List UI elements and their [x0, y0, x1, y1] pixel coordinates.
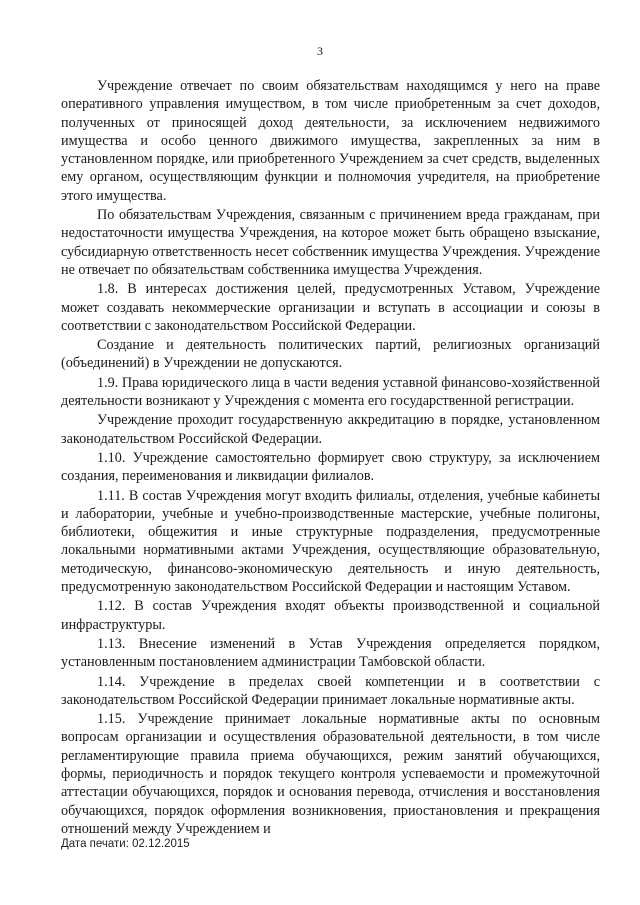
- paragraph-1-10: 1.10. Учреждение самостоятельно формирует свою структуру, за исключением создания, переименования и ликвидации филиалов.: [61, 449, 600, 485]
- paragraph-1-11: 1.11. В состав Учреждения могут входить филиалы, отделения, учебные кабинеты и лаборатории, учебные и учебно-производственные мастерские, учебные полигоны, библиотеки, общежития и иные структурные подразделения, предусмотренные локальными нормативными актами Учреждения, осуществляющие образовательную, методическую, финансово-экономическую деятельность и иную деятельность, предусмотренную законодательством Российской Федерации и настоящим Уставом.: [61, 487, 600, 596]
- paragraph-subsidiary-liability: По обязательствам Учреждения, связанным с причинением вреда гражданам, при недостаточности имущества Учреждения, на которое может быть обращено взыскание, субсидиарную ответственность несет собственник имущества Учреждения. Учреждение не отвечает по обязательствам собственника имущества Учреждения.: [61, 207, 600, 278]
- paragraph-1-13: 1.13. Внесение изменений в Устав Учреждения определяется порядком, установленным постановлением администрации Тамбовской области.: [61, 635, 600, 671]
- paragraph-accreditation: Учреждение проходит государственную аккредитацию в порядке, установленном законодательством Российской Федерации.: [61, 412, 600, 447]
- paragraph-liability: Учреждение отвечает по своим обязательствам находящимся у него на праве оперативного управления имуществом, в том числе приобретенным за счет доходов, полученных от приносящей доход деятельности, за исключением недвижимого имущества и особо ценного движимого имущества, закрепленных за ним в установленном порядке, или приобретенного Учреждением за счет средств, выделенных ему органом, осуществляющим функции и полномочия учредителя, на приобретение этого имущества.: [61, 78, 600, 204]
- print-date: Дата печати: 02.12.2015: [61, 838, 190, 850]
- paragraph-1-12: 1.12. В состав Учреждения входят объекты производственной и социальной инфраструктуры.: [61, 598, 600, 633]
- paragraph-1-14: 1.14. Учреждение в пределах своей компетенции и в соответствии с законодательством Российской Федерации принимает локальные нормативные акты.: [61, 673, 600, 708]
- document-body: [61, 77, 600, 838]
- paragraph-1-8: 1.8. В интересах достижения целей, предусмотренных Уставом, Учреждение может создавать некоммерческие организации и вступать в ассоциации и союзы в соответствии с законодательством Российской Федерации.: [61, 281, 600, 334]
- paragraph-1-15: 1.15. Учреждение принимает локальные нормативные акты по основным вопросам организации и осуществления образовательной деятельности, в том числе регламентирующие правила приема обучающихся, режим занятий обучающихся, формы, периодичность и порядок текущего контроля успеваемости и промежуточной аттестации обучающихся, порядок и основания перевода, отчисления и восстановления обучающихся, порядок оформления возникновения, приостановления и прекращения отношений между Учреждением и: [61, 711, 600, 837]
- paragraph-1-9: 1.9. Права юридического лица в части ведения уставной финансово-хозяйственной деятельности возникают у Учреждения с момента его государственной регистрации.: [61, 374, 600, 410]
- page-number: 3: [317, 44, 323, 58]
- paragraph-political-parties: Создание и деятельность политических партий, религиозных организаций (объединений) в Учреждении не допускаются.: [61, 337, 600, 372]
